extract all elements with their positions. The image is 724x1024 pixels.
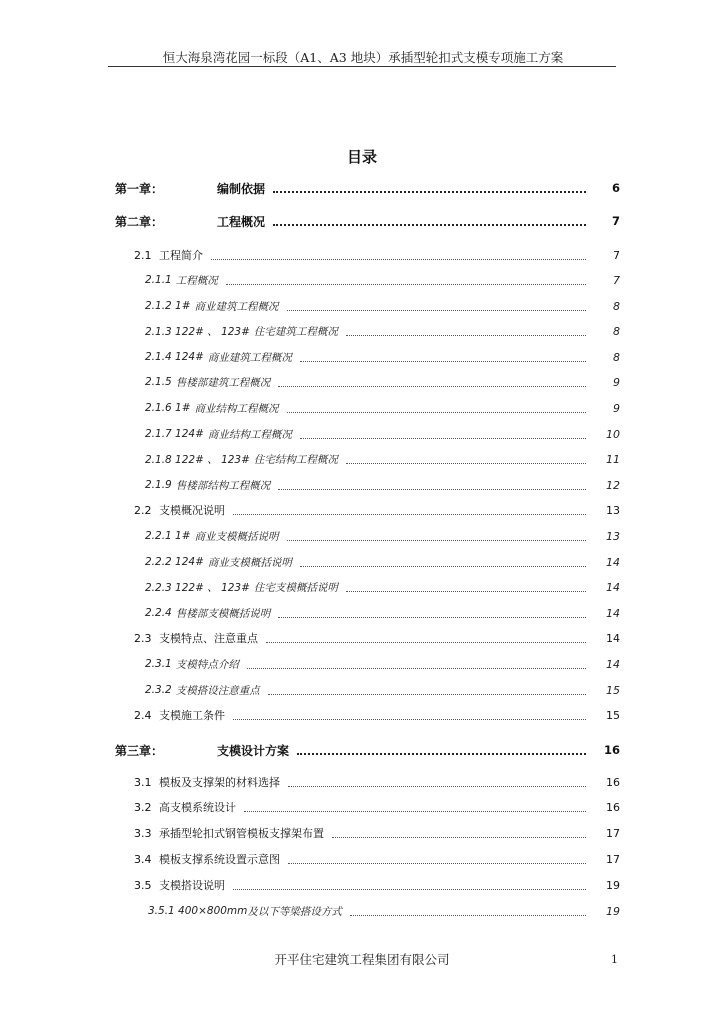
toc-entry[interactable] (0, 527, 724, 545)
toc-entry-page: 10 (606, 427, 620, 441)
toc-entry-page: 8 (613, 299, 620, 313)
toc-entry[interactable] (0, 501, 724, 519)
toc-entry-number: 2.2.4 (145, 607, 172, 619)
toc-entry-page: 6 (611, 181, 620, 195)
toc-entry[interactable] (0, 399, 724, 417)
dot-leader (278, 617, 586, 618)
dot-leader (244, 811, 586, 812)
toc-entry[interactable] (0, 741, 724, 759)
toc-entry-title: 支模搭设注意重点 (175, 684, 260, 697)
dot-leader (332, 837, 586, 838)
dot-leader (247, 668, 586, 669)
toc-entry[interactable] (0, 297, 724, 315)
toc-entry[interactable] (0, 179, 724, 197)
dot-leader (288, 786, 586, 787)
toc-entry-page: 16 (606, 775, 620, 789)
toc-entry-title: 编制依据 (217, 181, 266, 196)
toc-entry[interactable] (0, 553, 724, 571)
dot-leader (226, 284, 586, 285)
header-rule (108, 66, 616, 67)
dot-leader (346, 335, 586, 336)
toc-entry-title: 支模施工条件 (159, 709, 225, 722)
dot-leader (287, 310, 586, 311)
toc-entry-page: 8 (613, 350, 620, 364)
toc-title: 目录 (346, 148, 377, 166)
dot-leader (278, 489, 586, 490)
toc-entry[interactable] (0, 798, 724, 816)
dot-leader (346, 463, 586, 464)
toc-entry-number: 第一章： (115, 181, 164, 196)
toc-entry-page: 15 (606, 683, 620, 697)
toc-entry-title: 商业建筑工程概况 (207, 351, 292, 364)
toc-entry[interactable] (0, 902, 724, 920)
toc-entry-page: 16 (603, 743, 620, 757)
toc-entry[interactable] (0, 373, 724, 391)
toc-entry-page: 7 (613, 248, 620, 262)
toc-entry[interactable] (0, 706, 724, 724)
toc-entry[interactable] (0, 212, 724, 230)
toc-entry-number: 2.2.2 124# (145, 556, 204, 568)
toc-entry-number: 2.2.3 122# 、 123# (145, 581, 250, 594)
dot-leader (300, 566, 586, 567)
toc-entry-page: 7 (613, 273, 620, 287)
toc-entry-title: 高支模系统设计 (159, 801, 236, 814)
toc-entry-number: 3.1 (134, 775, 152, 789)
running-header: 恒大海泉湾花园一标段（A1、A3 地块）承插型轮扣式支模专项施工方案 (162, 50, 564, 65)
toc-entry[interactable] (0, 773, 724, 791)
toc-entry-page: 14 (606, 580, 620, 594)
dot-leader (211, 259, 586, 260)
toc-entry-number: 2.4 (134, 708, 152, 722)
toc-entry-number: 2.1.4 124# (145, 351, 204, 363)
toc-entry-number: 2.2 (134, 503, 152, 517)
dot-leader (288, 863, 586, 864)
toc-entry-page: 14 (606, 606, 620, 620)
dot-leader (287, 540, 586, 541)
dot-leader (278, 386, 586, 387)
toc-entry-number: 3.5.1 400×800mm (148, 905, 248, 917)
toc-entry-number: 3.3 (134, 826, 152, 840)
toc-entry-number: 2.1.8 122# 、 123# (145, 453, 250, 466)
toc-entry-page: 17 (606, 852, 620, 866)
footer-company: 开平住宅建筑工程集团有限公司 (274, 952, 450, 967)
toc-entry-title: 支模特点介绍 (175, 658, 239, 671)
dot-leader (233, 889, 586, 890)
toc-entry[interactable] (0, 425, 724, 443)
dot-leader (273, 224, 586, 226)
toc-entry-title: 商业结构工程概况 (207, 428, 292, 441)
toc-entry[interactable] (0, 476, 724, 494)
toc-entry-page: 15 (606, 708, 620, 722)
toc-entry-title: 商业支模概括说明 (194, 530, 279, 543)
toc-entry-title: 支模搭设说明 (159, 879, 225, 892)
footer-page-number: 1 (611, 953, 618, 966)
toc-entry-number: 2.2.1 1# (145, 530, 191, 542)
toc-entry-page: 13 (606, 529, 620, 543)
toc-entry-page: 7 (611, 214, 620, 228)
toc-entry-title: 商业结构工程概况 (194, 402, 279, 415)
toc-entry-title: 住宅结构工程概况 (253, 453, 338, 466)
toc-entry[interactable] (0, 322, 724, 340)
toc-entry-number: 2.1.2 1# (145, 300, 191, 312)
toc-entry-title: 售楼部结构工程概况 (175, 479, 271, 492)
toc-entry-title: 及以下等梁搭设方式 (247, 905, 342, 918)
dot-leader (300, 438, 586, 439)
toc-entry-page: 17 (606, 826, 620, 840)
toc-entry-page: 19 (606, 904, 620, 918)
toc-entry-title: 工程概况 (217, 214, 266, 229)
toc-entry-page: 19 (606, 878, 620, 892)
dot-leader (268, 694, 586, 695)
dot-leader (287, 412, 586, 413)
toc-entry-title: 售楼部支模概括说明 (175, 607, 271, 620)
dot-leader (273, 191, 586, 193)
dot-leader (233, 514, 586, 515)
toc-entry-title: 模板支撑系统设置示意图 (159, 853, 280, 866)
toc-entry-page: 9 (613, 375, 620, 389)
toc-entry-title: 支模特点、注意重点 (159, 632, 258, 645)
toc-entry-number: 2.1.6 1# (145, 402, 191, 414)
dot-leader (346, 591, 586, 592)
toc-entry[interactable] (0, 604, 724, 622)
toc-entry[interactable] (0, 850, 724, 868)
toc-entry[interactable] (0, 271, 724, 289)
toc-entry-title: 支模概况说明 (159, 504, 225, 517)
toc-entry-number: 第三章： (115, 743, 164, 758)
toc-entry-title: 商业支模概括说明 (207, 556, 292, 569)
toc-entry-title: 承插型轮扣式钢管模板支撑架布置 (159, 827, 324, 840)
toc-entry-page: 13 (606, 503, 620, 517)
toc-entry-number: 2.1.7 124# (145, 428, 204, 440)
toc-entry-number: 3.5 (134, 878, 152, 892)
toc-entry-page: 9 (613, 401, 620, 415)
toc-entry[interactable] (0, 681, 724, 699)
toc-entry-number: 2.1.3 122# 、 123# (145, 325, 250, 338)
toc-entry-number: 2.1 (134, 248, 152, 262)
toc-entry[interactable] (0, 578, 724, 596)
toc-entry-title: 工程简介 (159, 249, 203, 262)
toc-entry-number: 2.1.9 (145, 479, 172, 491)
toc-entry-number: 2.3.2 (145, 684, 172, 696)
dot-leader (266, 642, 586, 643)
toc-entry[interactable] (0, 246, 724, 264)
toc-entry-number: 2.3 (134, 631, 152, 645)
toc-entry-title: 模板及支撑架的材料选择 (159, 776, 280, 789)
toc-entry-page: 12 (606, 478, 620, 492)
dot-leader (233, 719, 586, 720)
toc-entry[interactable] (0, 450, 724, 468)
toc-entry-title: 商业建筑工程概况 (194, 300, 279, 313)
toc-entry[interactable] (0, 348, 724, 366)
toc-entry-title: 住宅建筑工程概况 (253, 325, 338, 338)
toc-entry-title: 支模设计方案 (217, 743, 290, 758)
dot-leader (297, 753, 586, 755)
toc-entry-page: 14 (606, 555, 620, 569)
toc-entry-page: 14 (606, 631, 620, 645)
toc-entry-number: 2.1.5 (145, 376, 172, 388)
toc-entry-number: 3.4 (134, 852, 152, 866)
toc-entry[interactable] (0, 876, 724, 894)
toc-entry-number: 第二章： (115, 214, 164, 229)
toc-entry[interactable] (0, 629, 724, 647)
dot-leader (300, 361, 586, 362)
dot-leader (350, 915, 586, 916)
toc-entry-title: 住宅支模概括说明 (253, 581, 338, 594)
toc-entry-title: 售楼部建筑工程概况 (175, 376, 271, 389)
toc-entry[interactable] (0, 655, 724, 673)
toc-entry-page: 16 (606, 800, 620, 814)
toc-entry-page: 11 (606, 452, 620, 466)
toc-entry-number: 2.3.1 (145, 658, 172, 670)
toc-entry-page: 8 (613, 324, 620, 338)
toc-entry-number: 3.2 (134, 800, 152, 814)
toc-entry[interactable] (0, 824, 724, 842)
toc-entry-page: 14 (606, 657, 620, 671)
toc-entry-title: 工程概况 (175, 274, 218, 287)
toc-entry-number: 2.1.1 (145, 274, 172, 286)
